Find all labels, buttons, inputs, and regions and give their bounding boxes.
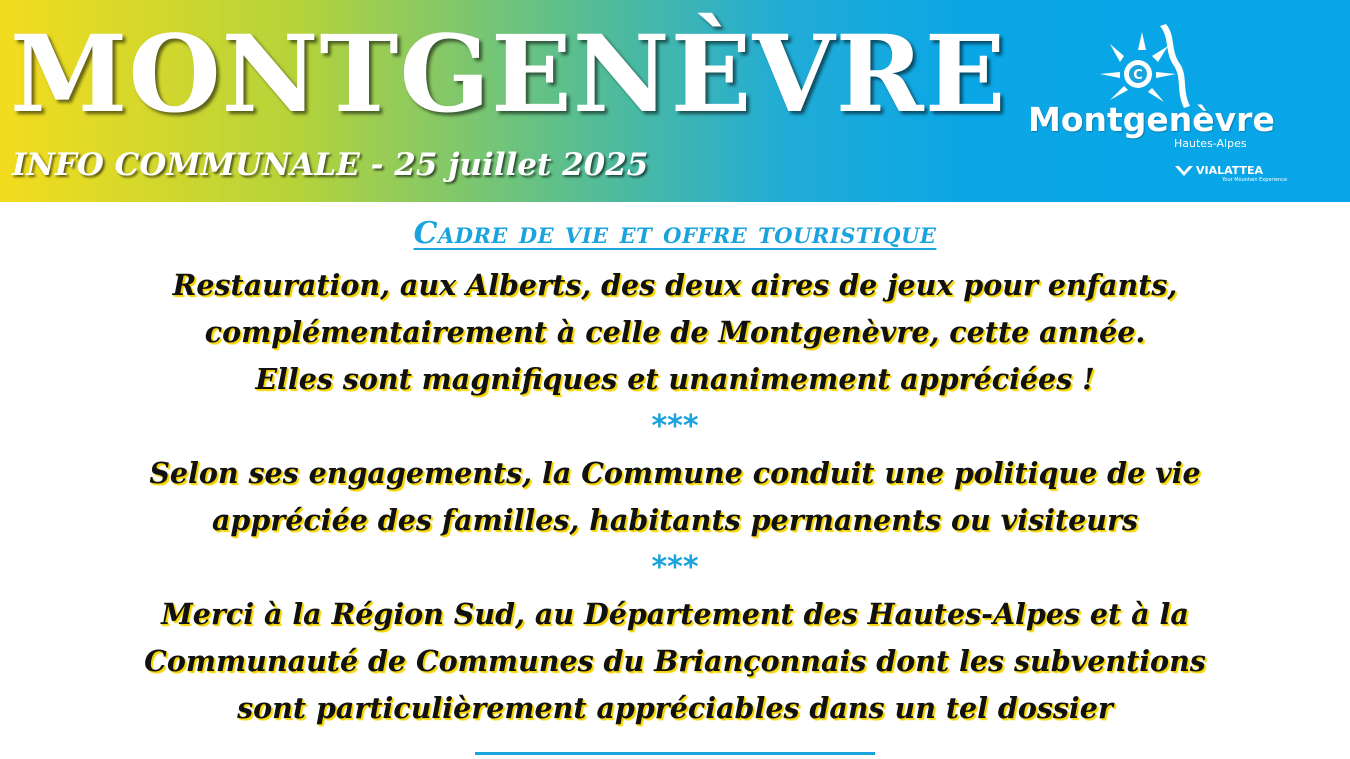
- paragraph-playgrounds: [0, 262, 1350, 403]
- partner-tagline: Your Mountain Experience: [1222, 177, 1288, 183]
- paragraph-thanks: [0, 591, 1350, 732]
- montgenevre-logo: [1020, 20, 1330, 190]
- paragraph-line: Selon ses engagements, la Commune conduit une politique de vie: [149, 456, 1201, 490]
- paragraph-line: complémentairement à celle de Montgenèvre, cette année.: [204, 315, 1146, 349]
- paragraph-line: Communauté de Communes du Briançonnais dont les subventions: [144, 644, 1206, 678]
- page-subtitle: INFO COMMUNALE - 25 juillet 2025: [12, 147, 649, 183]
- paragraph-policy: [0, 450, 1350, 544]
- main-content: [0, 212, 1350, 732]
- logo-name: Montgenèvre: [1028, 100, 1275, 139]
- logo-region: Hautes-Alpes: [1174, 137, 1247, 150]
- paragraph-line: Elles sont magnifiques et unanimement appréciées !: [255, 362, 1095, 396]
- paragraph-line: sont particulièrement appréciables dans un tel dossier: [237, 691, 1113, 725]
- paragraph-line: appréciée des familles, habitants permanents ou visiteurs: [211, 503, 1139, 537]
- page-title: MONTGENÈVRE: [10, 11, 1007, 136]
- separator: ***: [651, 550, 699, 585]
- paragraph-line: Restauration, aux Alberts, des deux aires de jeux pour enfants,: [172, 268, 1178, 302]
- separator: ***: [651, 409, 699, 444]
- section-title: Cadre de vie et offre touristique: [413, 216, 937, 251]
- partner-logo-name: VIALATTEA: [1196, 164, 1264, 177]
- header-banner: [0, 0, 1350, 202]
- sun-mountain-icon: [1090, 20, 1200, 110]
- svg-text:C: C: [1133, 68, 1143, 83]
- vialattea-chevron-icon: [1174, 164, 1194, 178]
- bottom-divider: [475, 752, 875, 755]
- paragraph-line: Merci à la Région Sud, au Département des Hautes-Alpes et à la: [161, 597, 1189, 631]
